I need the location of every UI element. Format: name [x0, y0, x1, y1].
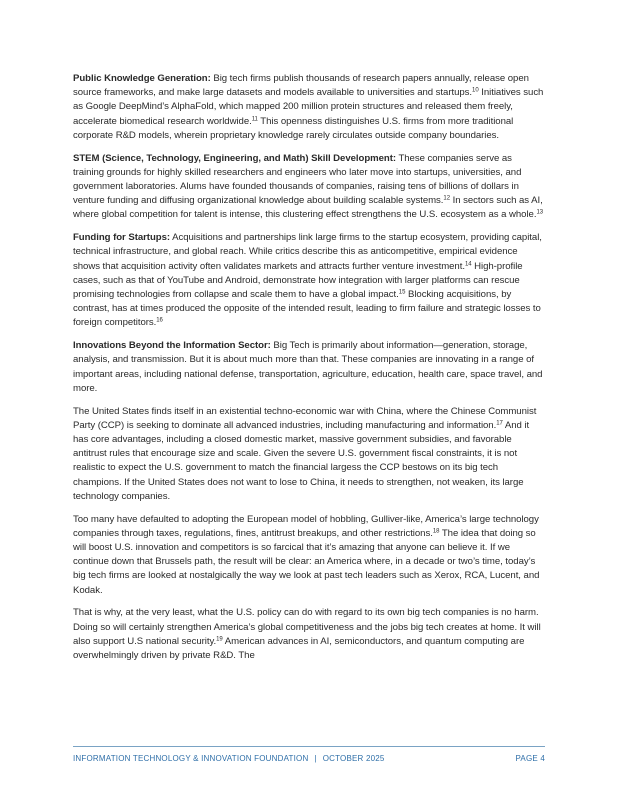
paragraph-text: Big tech firms publish thousands of research papers annually, release open source frameworks, and make large datasets and models available to universities and startups.: [73, 73, 529, 99]
page-footer: [73, 754, 545, 763]
paragraph-heading: Innovations Beyond the Information Sector:: [73, 340, 271, 352]
footnote-reference: 18: [432, 528, 440, 535]
paragraph: [73, 513, 545, 598]
paragraph-text: American advances in AI, semiconductors, and quantum computing are overwhelmingly driven by private R&D. The: [73, 635, 525, 662]
page-number: PAGE 4: [515, 754, 545, 763]
paragraph-text: In sectors such as AI, where global competition for talent is intense, this clustering effect strengthens the U.S. ecosystem as a whole.: [73, 195, 543, 221]
paragraph-text: This openness distinguishes U.S. firms from more traditional corporate R&D models, wherein proprietary knowledge rarely circulates outside company boundaries.: [73, 115, 514, 141]
footnote-reference: 11: [251, 116, 258, 123]
paragraph: [73, 152, 545, 223]
paragraph-text: High-profile cases, such as that of YouTube and Android, demonstrate how integration with larger platforms can rescue promising technologies from collapse and scale them to have a global impact.: [73, 260, 523, 301]
paragraph-text: That is why, at the very least, what the U.S. policy can do with regard to its own big tech companies is no harm. Doing so will certainly strengthen America’s global competitiveness and the jobs big tech creates at home. It will also support U.S national security.: [73, 607, 541, 647]
paragraph-text: Too many have defaulted to adopting the European model of hobbling, Gulliver-like, America’s large technology companies through taxes, regulations, fines, antitrust breakups, and other restrictions.: [73, 513, 539, 539]
paragraph-heading: Funding for Startups:: [73, 232, 171, 244]
paragraph-heading: Public Knowledge Generation:: [73, 73, 211, 84]
footnote-reference: 17: [496, 420, 503, 427]
paragraph-text: These companies serve as training grounds for highly skilled researchers and engineers who later move into startups, universities, and government laboratories. Alums have founded thousands of companies, raising tens of billions of dollars in venture funding and diffusing organizational knowledge about building scalable systems.: [73, 152, 522, 207]
footer-separator: |: [314, 754, 317, 763]
paragraph-text: Acquisitions and partnerships link large firms to the startup ecosystem, providing capital, technical infrastructure, and global reach. While critics describe this as anticompetitive, empirical evidence shows that acquisition activity often validates markets and attracts further venture investment.: [73, 232, 542, 272]
footnote-reference: 15: [398, 289, 406, 296]
footnote-reference: 14: [464, 261, 472, 268]
paragraph-text: Big Tech is primarily about information—generation, storage, analysis, and transmission. But it is about much more than that. These companies are innovating in a range of important areas, including national defense, transportation, agriculture, education, health care, space travel, and more.: [73, 340, 543, 394]
footer-divider: [73, 746, 545, 747]
paragraph-heading: STEM (Science, Technology, Engineering, and Math) Skill Development:: [73, 152, 397, 164]
paragraph-text: Initiatives such as Google DeepMind’s AlphaFold, which mapped 200 million protein structures and released them freely, accelerate biomedical research worldwide.: [73, 87, 544, 127]
footnote-reference: 16: [156, 317, 163, 324]
paragraph-text: The idea that doing so will boost U.S. innovation and competitors is so farcical that it’s amazing that anyone can believe it. If we continue down that Brussels path, the result will be clear: an America where, in a decade or two’s time, today’s big tech firms are looked at nostalgically the way we look at past tech leaders such as Xerox, RCA, Lucent, and Kodak.: [73, 527, 540, 596]
footnote-reference: 10: [472, 87, 479, 94]
footnote-reference: 19: [216, 636, 223, 643]
footnote-reference: 13: [536, 209, 544, 216]
paragraph: [73, 606, 545, 663]
paragraph-text: The United States finds itself in an existential techno-economic war with China, where the Chinese Communist Party (CCP) is seeking to dominate all advanced industries, including manufacturing and information.: [73, 405, 537, 431]
footer-left: [73, 754, 385, 763]
footnote-reference: 12: [443, 195, 450, 202]
footer-date: OCTOBER 2025: [322, 754, 385, 763]
footer-organization: INFORMATION TECHNOLOGY & INNOVATION FOUNDATION: [73, 754, 309, 763]
paragraph: [73, 231, 545, 330]
paragraph: [73, 339, 545, 396]
paragraph-text: Blocking acquisitions, by contrast, has at times produced the opposite of the intended result, leading to firm failure and strategic losses to foreign competitors.: [73, 289, 541, 329]
paragraph: [73, 405, 545, 504]
body-text: [73, 72, 545, 672]
paragraph-text: And it has core advantages, including a closed domestic market, massive government subsidies, and favorable antitrust rules that encourage size and scale. Given the severe U.S. government fiscal constraints, it is not realistic to expect the U.S. government to match the financial largess the CCP bestows on its big tech champions. If the United States does not want to lose to China, it needs to strengthen, not weaken, its large technology companies.: [73, 419, 530, 502]
paragraph: [73, 72, 545, 143]
